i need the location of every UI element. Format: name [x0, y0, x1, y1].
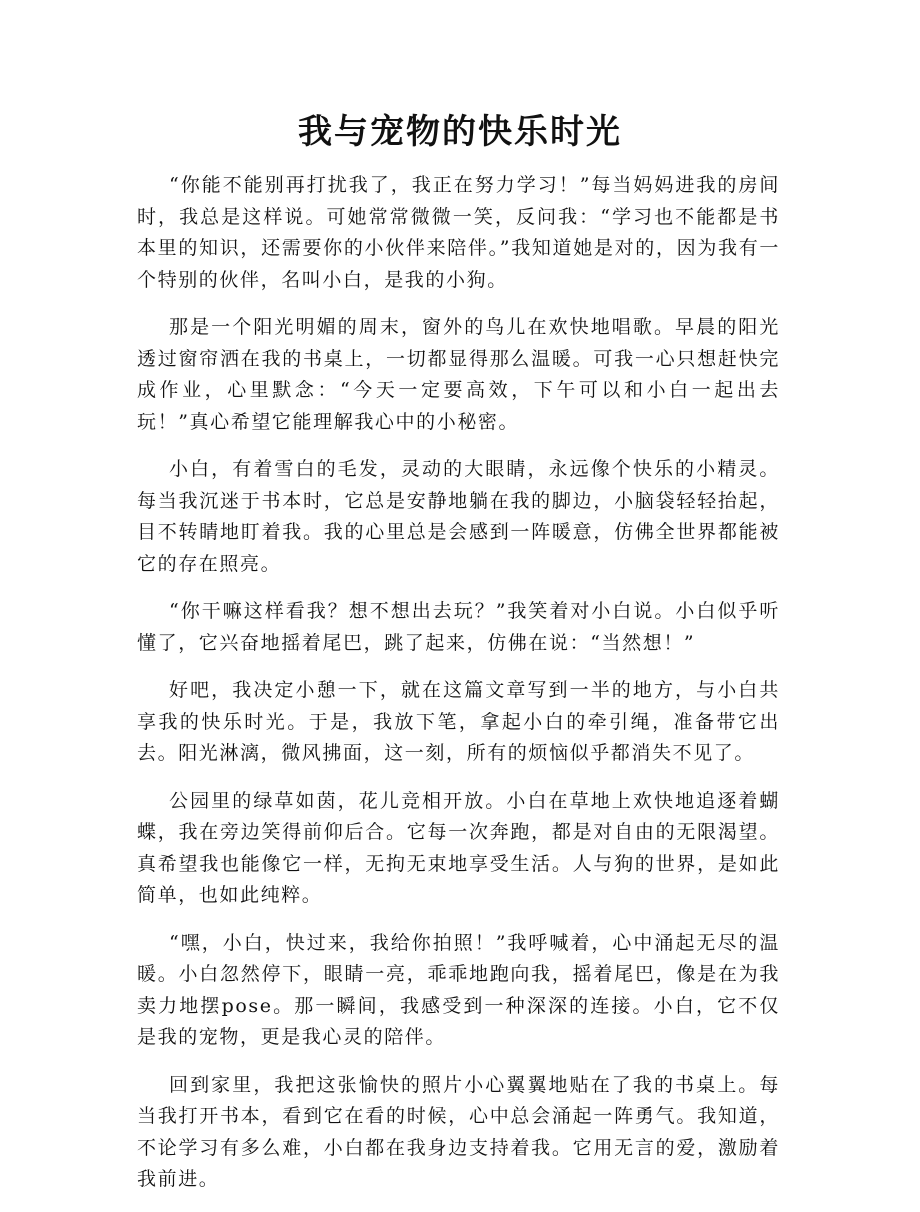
paragraph-3: 小白，有着雪白的毛发，灵动的大眼睛，永远像个快乐的小精灵。每当我沉迷于书本时，它总是安静地躺在我的脚边，小脑袋轻轻抬起，目不转睛地盯着我。我的心里总是会感到一阵暖意，仿佛全世界都能被它的存在照亮。 [137, 458, 780, 575]
document-body [137, 170, 780, 1212]
paragraph-7: “嘿，小白，快过来，我给你拍照！”我呼喊着，心中涌起无尽的温暖。小白忽然停下，眼睛一亮，乖乖地跑向我，摇着尾巴，像是在为我卖力地摆pose。那一瞬间，我感受到一种深深的连接。小白，它不仅是我的宠物，更是我心灵的陪伴。 [137, 931, 780, 1048]
paragraph-2: 那是一个阳光明媚的周末，窗外的鸟儿在欢快地唱歌。早晨的阳光透过窗帘洒在我的书桌上，一切都显得那么温暖。可我一心只想赶快完成作业，心里默念：“今天一定要高效，下午可以和小白一起出去玩！”真心希望它能理解我心中的小秘密。 [137, 316, 780, 433]
paragraph-8: 回到家里，我把这张愉快的照片小心翼翼地贴在了我的书桌上。每当我打开书本，看到它在看的时候，心中总会涌起一阵勇气。我知道，不论学习有多么难，小白都在我身边支持着我。它用无言的爱，激励着我前进。 [137, 1073, 780, 1190]
paragraph-4: “你干嘛这样看我？想不想出去玩？”我笑着对小白说。小白似乎听懂了，它兴奋地摇着尾巴，跳了起来，仿佛在说：“当然想！” [137, 600, 780, 654]
paragraph-1: “你能不能别再打扰我了，我正在努力学习！”每当妈妈进我的房间时，我总是这样说。可她常常微微一笑，反问我：“学习也不能都是书本里的知识，还需要你的小伙伴来陪伴。”我知道她是对的，因为我有一个特别的伙伴，名叫小白，是我的小狗。 [137, 174, 780, 291]
paragraph-6: 公园里的绿草如茵，花儿竞相开放。小白在草地上欢快地追逐着蝴蝶，我在旁边笑得前仰后合。它每一次奔跑，都是对自由的无限渴望。真希望我也能像它一样，无拘无束地享受生活。人与狗的世界，是如此简单，也如此纯粹。 [137, 789, 780, 906]
document-title: 我与宠物的快乐时光 [298, 112, 622, 152]
paragraph-5: 好吧，我决定小憩一下，就在这篇文章写到一半的地方，与小白共享我的快乐时光。于是，我放下笔，拿起小白的牵引绳，准备带它出去。阳光淋漓，微风拂面，这一刻，所有的烦恼似乎都消失不见了。 [137, 679, 780, 764]
